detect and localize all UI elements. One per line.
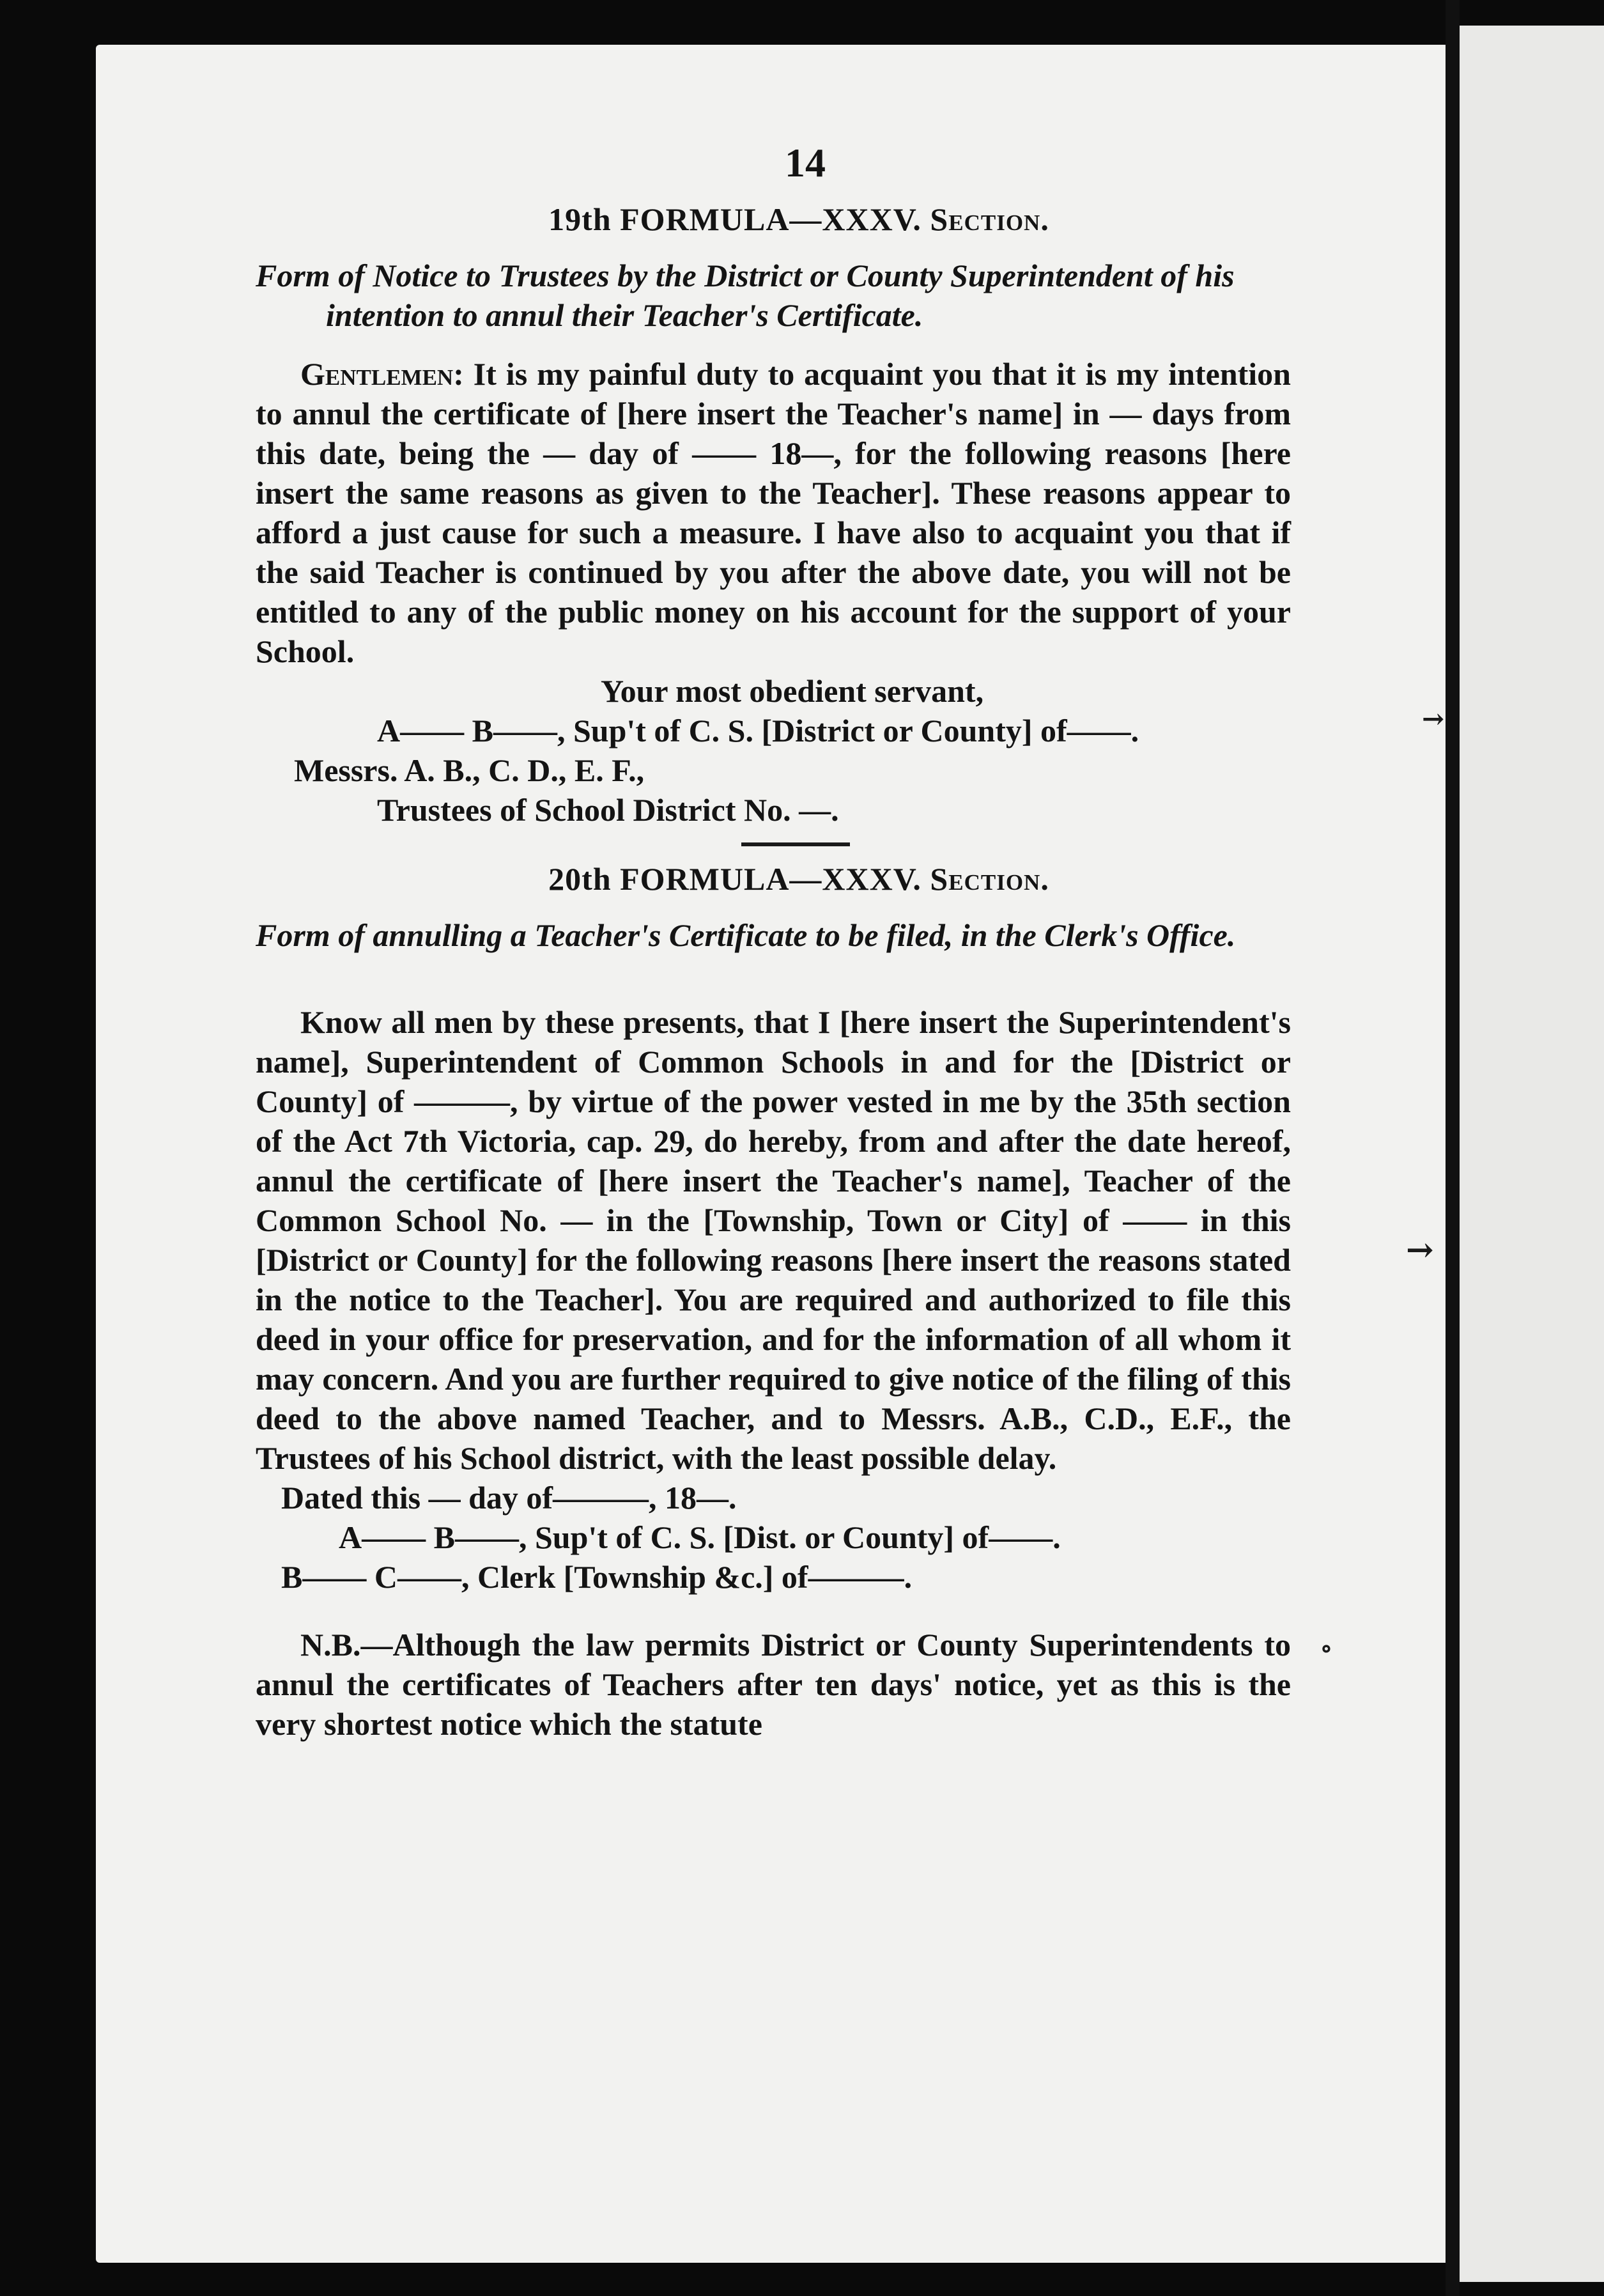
margin-mark: →: [1422, 703, 1445, 734]
formula-19-body-text: It is my painful duty to acquaint you that it is my intention to annul the certificate of [here insert the Teacher's name] in — days from this date, being the — day of —— 18—, for the following reasons [here insert the same reasons as given to the Teacher]. These reasons appear to afford a just cause for such a measure. I have also to acquaint you that if the said Teacher is continued by you after the above date, you will not be entitled to any of the public money on his account for the support of your School.: [256, 356, 1291, 669]
margin-mark: ∘: [1320, 1633, 1333, 1663]
section-divider: [741, 842, 850, 846]
formula-20-heading: [256, 859, 1291, 899]
heading-main: 19th FORMULA—XXXV.: [548, 201, 930, 237]
dated-line: Dated this — day of———, 18—.: [281, 1480, 737, 1516]
nb-note: N.B.—Although the law permits District or County Superintendents to annul the certificates of Teachers after ten days' notice, yet as this is the very shortest notice which the statute: [256, 1627, 1291, 1742]
formula-19-heading: [256, 199, 1291, 239]
formula-20-body: Know all men by these presents, that I [here insert the Superintendent's name], Superintendent of Common Schools in and for the [District or County] of ———, by virtue of the power vested in me by the 35th section of the Act 7th Victoria, cap. 29, do hereby, from and after the date hereof, annul the certificate of [here insert the Teacher's name], Teacher of the Common School No. — in the [Township, Town or City] of —— in this [District or County] for the following reasons [here insert the reasons stated in the notice to the Teacher]. You are required and authorized to file this deed in your office for preservation, and for the information of all whom it may concern. And you are further required to give notice of the filing of this deed to the above named Teacher, and to Messrs. A.B., C.D., E.F., the Trustees of his School district, with the least possible delay.: [256, 1004, 1291, 1476]
closing: Your most obedient servant,: [601, 673, 984, 709]
heading-section: Section.: [930, 201, 1049, 237]
facing-page-edge: [1460, 26, 1604, 2282]
signature: A—— B——, Sup't of C. S. [District or County] of——.: [377, 713, 1139, 749]
signature-clerk: B—— C——, Clerk [Township &c.] of———.: [281, 1559, 913, 1595]
salutation: Gentlemen:: [300, 356, 464, 392]
page-text: [256, 128, 1291, 1744]
addressees: Messrs. A. B., C. D., E. F.,: [294, 752, 645, 788]
formula-19-subtitle: Form of Notice to Trustees by the District or County Superintendent of his intention to annul their Teacher's Certificate.: [256, 258, 1235, 333]
margin-mark: →: [1406, 1230, 1434, 1269]
addressees-title: Trustees of School District No. —.: [377, 792, 839, 828]
book-gutter: [1446, 0, 1460, 2296]
signature-superintendent: A—— B——, Sup't of C. S. [Dist. or County] of——.: [339, 1519, 1061, 1555]
spacer: [256, 974, 1291, 1002]
heading-main: 20th FORMULA—XXXV.: [548, 861, 930, 897]
formula-20-subtitle: Form of annulling a Teacher's Certificate to be filed, in the Clerk's Office.: [256, 917, 1236, 953]
formula-19-body: [256, 354, 1291, 671]
spacer: [256, 1597, 1291, 1625]
page-number: 14: [785, 140, 826, 185]
heading-section: Section.: [930, 861, 1049, 897]
